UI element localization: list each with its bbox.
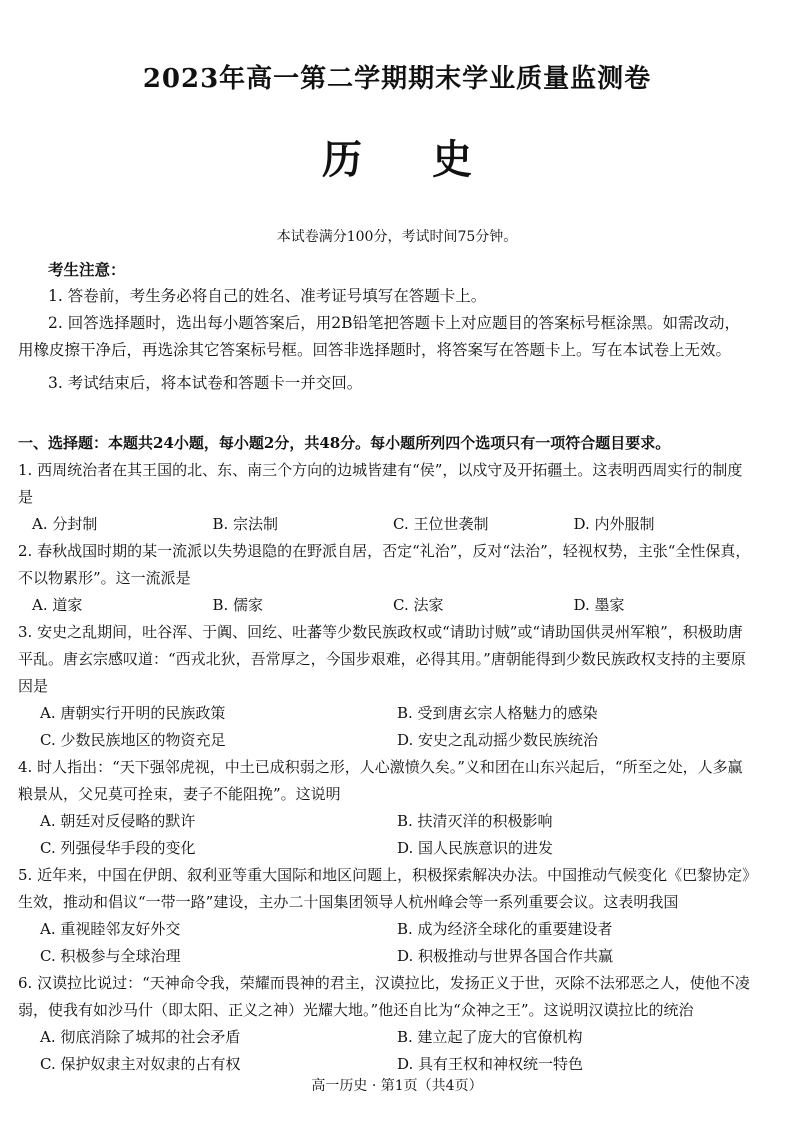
option: A. 朝廷对反侵略的默许 bbox=[40, 812, 196, 830]
question bbox=[18, 457, 754, 538]
notice-item: 3. 考试结束后，将本试卷和答题卡一并交回。 bbox=[48, 374, 363, 392]
notice-item: 2. 回答选择题时，选出每小题答案后，用2B铅笔把答题卡上对应题目的答案标号框涂黑。如需改动，用橡皮擦干净后，再选涂其它答案标号框。回答非选择题时，将答案写在答题卡上。写在本试卷上无效。 bbox=[18, 314, 740, 359]
section-heading: 一、选择题：本题共24小题，每小题2分，共48分。每小题所列四个选项只有一项符合题目要求。 bbox=[18, 434, 671, 452]
notice-section bbox=[18, 256, 754, 397]
question-stem: 1. 西周统治者在其王国的北、东、南三个方向的边城皆建有“侯”，以戍守及开拓疆土。这表明西周实行的制度是 bbox=[18, 461, 743, 506]
option: C. 王位世袭制 bbox=[393, 515, 489, 533]
options-row bbox=[18, 592, 754, 619]
notice-heading: 考生注意： bbox=[48, 260, 126, 279]
options-grid bbox=[18, 916, 754, 970]
option: B. 儒家 bbox=[212, 596, 264, 614]
option: A. 重视睦邻友好外交 bbox=[40, 920, 181, 938]
question bbox=[18, 619, 754, 754]
notice-item: 1. 答卷前，考生务必将自己的姓名、准考证号填写在答题卡上。 bbox=[48, 287, 487, 305]
option: C. 保护奴隶主对奴隶的占有权 bbox=[40, 1055, 241, 1073]
question-stem: 4. 时人指出：“天下强邻虎视，中土已成积弱之形，人心激愤久矣。”义和团在山东兴起后，“所至之处，人多赢粮景从，父兄莫可拴束，妻子不能阻挽”。这说明 bbox=[18, 758, 743, 803]
option: A. 唐朝实行开明的民族政策 bbox=[40, 704, 226, 722]
question bbox=[18, 862, 754, 970]
option: C. 列强侵华手段的变化 bbox=[40, 839, 196, 857]
option: C. 法家 bbox=[393, 596, 444, 614]
question bbox=[18, 754, 754, 862]
options-grid bbox=[18, 808, 754, 862]
option: D. 具有王权和神权统一特色 bbox=[397, 1055, 584, 1073]
option: B. 扶清灭洋的积极影响 bbox=[397, 812, 553, 830]
option: A. 道家 bbox=[32, 596, 83, 614]
option: D. 内外服制 bbox=[573, 515, 655, 533]
options-grid bbox=[18, 1024, 754, 1078]
option: D. 墨家 bbox=[573, 596, 625, 614]
option: C. 少数民族地区的物资充足 bbox=[40, 731, 226, 749]
question-stem: 6. 汉谟拉比说过：“天神命令我，荣耀而畏神的君主，汉谟拉比，发扬正义于世，灭除不法邪恶之人，使他不凌弱，使我有如沙马什（即太阳、正义之神）光耀大地。”他还自比为“众神之王”。这说明汉谟拉比的统治 bbox=[18, 974, 750, 1019]
option: B. 宗法制 bbox=[212, 515, 279, 533]
question bbox=[18, 970, 754, 1078]
option: D. 积极推动与世界各国合作共赢 bbox=[397, 947, 614, 965]
question-stem: 5. 近年来，中国在伊朗、叙利亚等重大国际和地区问题上，积极探索解决办法。中国推动气候变化《巴黎协定》生效，推动和倡议“一带一路”建设，主办二十国集团领导人杭州峰会等一系列重要会议。这表明我国 bbox=[18, 866, 750, 911]
options-row bbox=[18, 511, 754, 538]
option: B. 成为经济全球化的重要建设者 bbox=[397, 920, 613, 938]
section-choice bbox=[18, 430, 754, 1078]
page-footer: 高一历史 · 第1页（共4页） bbox=[311, 1078, 483, 1094]
question-stem: 2. 春秋战国时期的某一流派以失势退隐的在野派自居，否定“礼治”，反对“法治”，轻视权势，主张“全性保真，不以物累形”。这一流派是 bbox=[18, 542, 751, 587]
exam-title: 2023年高一第二学期期末学业质量监测卷 bbox=[142, 64, 652, 94]
options-grid bbox=[18, 700, 754, 754]
option: D. 安史之乱动摇少数民族统治 bbox=[397, 731, 599, 749]
option: B. 受到唐玄宗人格魅力的感染 bbox=[397, 704, 598, 722]
option: A. 分封制 bbox=[32, 515, 98, 533]
option: B. 建立起了庞大的官僚机构 bbox=[397, 1028, 583, 1046]
option: D. 国人民族意识的进发 bbox=[397, 839, 554, 857]
exam-note: 本试卷满分100分，考试时间75分钟。 bbox=[276, 229, 518, 245]
question-stem: 3. 安史之乱期间，吐谷浑、于阗、回纥、吐蕃等少数民族政权或“请助讨贼”或“请助国供灵州军粮”，积极助唐平乱。唐玄宗感叹道：“西戎北狄，吾常厚之，今国步艰难，必得其用。”唐朝能得到少数民族政权支持的主要原因是 bbox=[18, 623, 746, 695]
question bbox=[18, 538, 754, 619]
subject-title: 历史 bbox=[322, 136, 542, 183]
option: A. 彻底消除了城邦的社会矛盾 bbox=[40, 1028, 241, 1046]
option: C. 积极参与全球治理 bbox=[40, 947, 181, 965]
